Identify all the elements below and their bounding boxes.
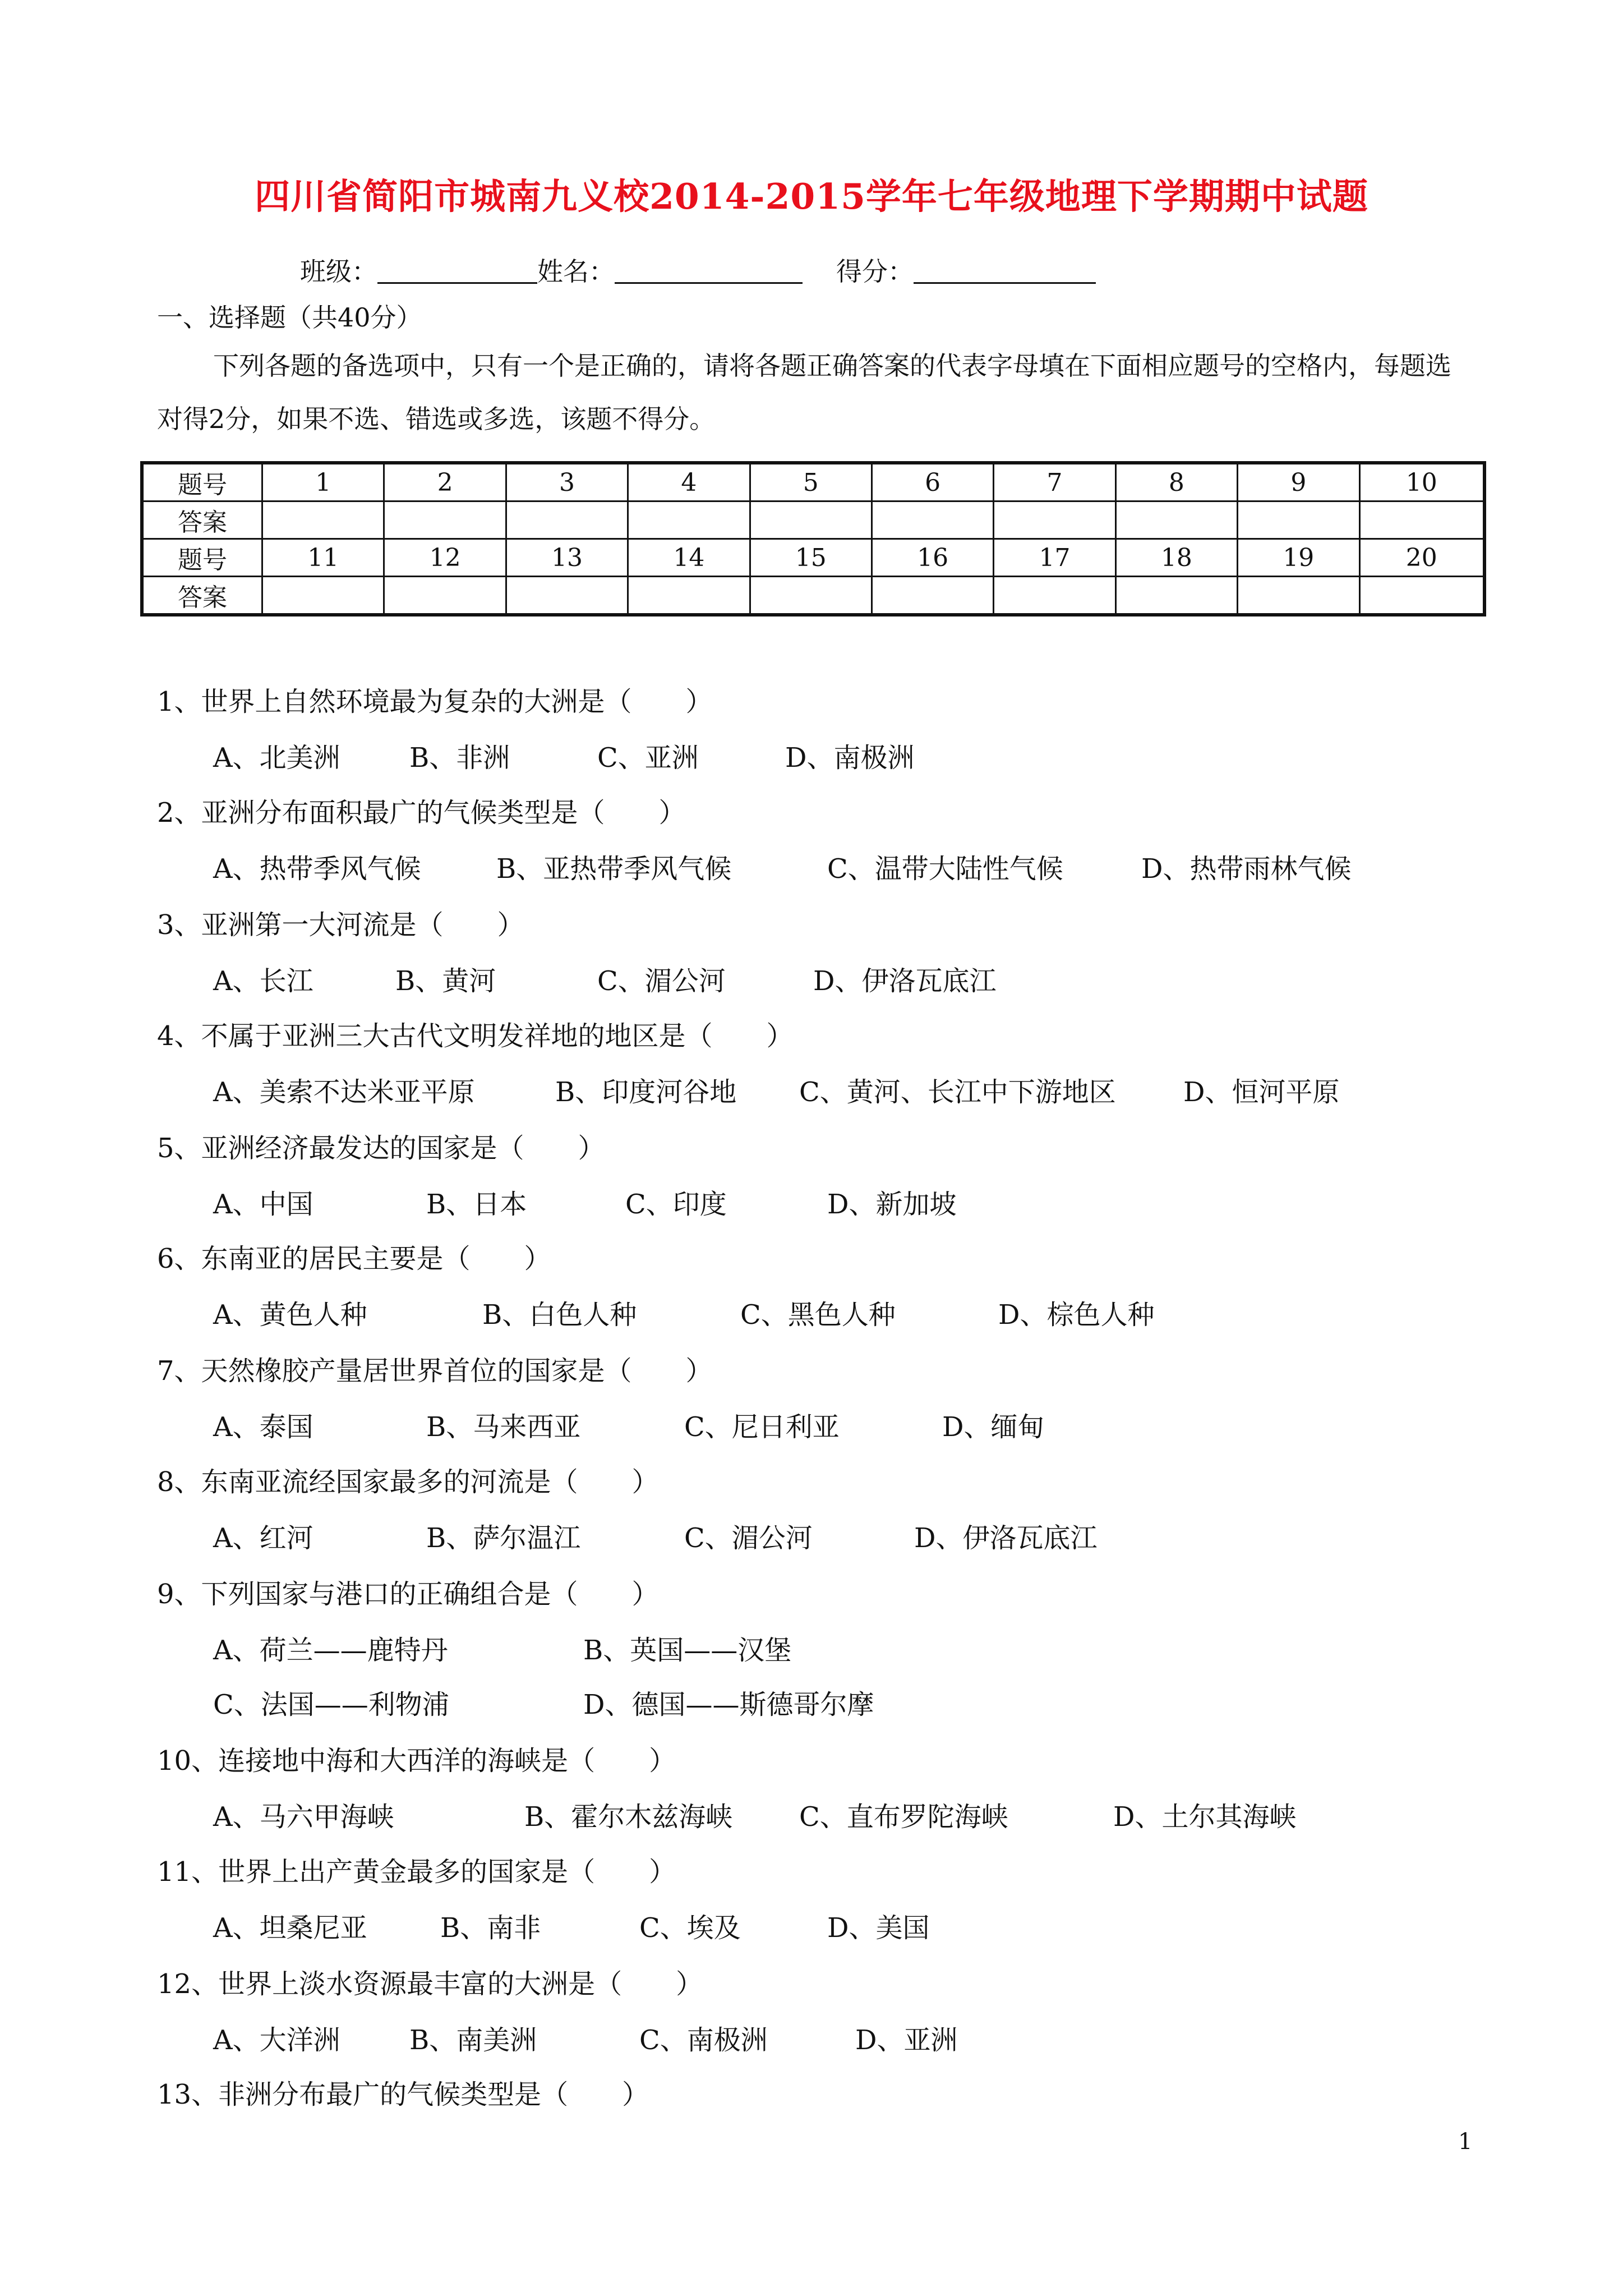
option-d: D、美国 xyxy=(827,1912,930,1944)
option-a: A、坦桑尼亚 xyxy=(213,1912,367,1944)
question-stem: 4、不属于亚洲三大古代文明发祥地的地区是（ ） xyxy=(157,1020,794,1052)
student-info-line xyxy=(300,251,1096,288)
option-c: C、黄河、长江中下游地区 xyxy=(799,1076,1116,1108)
option-a: A、中国 xyxy=(213,1189,313,1220)
answer-cell[interactable] xyxy=(750,501,872,539)
question-stem: 1、世界上自然环境最为复杂的大洲是（ ） xyxy=(157,686,713,717)
num-cell: 13 xyxy=(506,539,628,577)
answer-cell[interactable] xyxy=(506,577,628,615)
num-cell: 17 xyxy=(994,539,1115,577)
option-c: C、印度 xyxy=(625,1189,727,1220)
option-a: A、热带季风气候 xyxy=(213,853,421,885)
option-b: B、非洲 xyxy=(409,742,510,774)
answer-table-row xyxy=(142,539,1484,577)
answer-cell[interactable] xyxy=(628,501,750,539)
answer-cell[interactable] xyxy=(384,577,506,615)
question-stem: 13、非洲分布最广的气候类型是（ ） xyxy=(157,2079,649,2110)
option-d: D、恒河平原 xyxy=(1183,1076,1340,1108)
answer-table xyxy=(140,461,1486,616)
answer-table-row xyxy=(142,463,1484,501)
question-stem: 9、下列国家与港口的正确组合是（ ） xyxy=(157,1579,659,1610)
answer-cell[interactable] xyxy=(1238,577,1359,615)
question-stem: 2、亚洲分布面积最广的气候类型是（ ） xyxy=(157,797,686,829)
answer-table-row xyxy=(142,577,1484,615)
num-cell: 11 xyxy=(262,539,384,577)
num-cell: 1 xyxy=(262,463,384,501)
num-header-cell: 题号 xyxy=(142,463,262,501)
num-cell: 9 xyxy=(1238,463,1359,501)
question-stem: 6、东南亚的居民主要是（ ） xyxy=(157,1243,551,1274)
answer-cell[interactable] xyxy=(262,577,384,615)
option-c: C、尼日利亚 xyxy=(684,1411,840,1443)
num-cell: 2 xyxy=(384,463,506,501)
answer-cell[interactable] xyxy=(384,501,506,539)
answer-header-cell: 答案 xyxy=(142,501,262,539)
num-cell: 16 xyxy=(872,539,993,577)
answer-cell[interactable] xyxy=(994,577,1115,615)
option-d: D、缅甸 xyxy=(942,1411,1045,1443)
score-label: 得分： xyxy=(836,256,914,287)
question-stem: 5、亚洲经济最发达的国家是（ ） xyxy=(157,1133,605,1164)
option-d: D、新加坡 xyxy=(827,1189,957,1220)
num-cell: 4 xyxy=(628,463,750,501)
option-b: B、印度河谷地 xyxy=(555,1076,737,1108)
option-a: A、马六甲海峡 xyxy=(213,1801,394,1833)
answer-cell[interactable] xyxy=(994,501,1115,539)
option-b: B、英国——汉堡 xyxy=(583,1635,792,1666)
option-d: D、伊洛瓦底江 xyxy=(914,1522,1098,1554)
num-cell: 10 xyxy=(1359,463,1484,501)
option-c: C、埃及 xyxy=(639,1912,741,1944)
question-stem: 3、亚洲第一大河流是（ ） xyxy=(157,909,524,941)
num-cell: 18 xyxy=(1115,539,1237,577)
answer-cell[interactable] xyxy=(872,501,993,539)
section-heading: 一、选择题（共40分） xyxy=(157,302,422,333)
option-d: D、南极洲 xyxy=(785,742,915,774)
option-a: A、红河 xyxy=(213,1522,313,1554)
option-b: B、萨尔温江 xyxy=(426,1522,581,1554)
num-cell: 3 xyxy=(506,463,628,501)
option-a: A、美索不达米亚平原 xyxy=(213,1076,475,1108)
answer-cell[interactable] xyxy=(1115,501,1237,539)
question-stem: 10、连接地中海和大西洋的海峡是（ ） xyxy=(157,1745,676,1777)
num-cell: 7 xyxy=(994,463,1115,501)
page-number: 1 xyxy=(1458,2129,1473,2155)
num-cell: 5 xyxy=(750,463,872,501)
class-label: 班级： xyxy=(300,256,377,287)
num-cell: 19 xyxy=(1238,539,1359,577)
answer-header-cell: 答案 xyxy=(142,577,262,615)
option-d: D、亚洲 xyxy=(855,2024,958,2056)
option-d: D、德国——斯德哥尔摩 xyxy=(583,1689,874,1720)
option-c: C、直布罗陀海峡 xyxy=(799,1801,1008,1833)
section-instructions: 下列各题的备选项中，只有一个是正确的，请将各题正确答案的代表字母填在下面相应题号的空格内，每题选对得2分，如果不选、错选或多选，该题不得分。 xyxy=(157,351,1451,434)
option-a: A、大洋洲 xyxy=(213,2024,340,2056)
name-label: 姓名： xyxy=(537,256,615,287)
option-c: C、南极洲 xyxy=(639,2024,768,2056)
option-c: C、温带大陆性气候 xyxy=(827,853,1063,885)
answer-cell[interactable] xyxy=(872,577,993,615)
question-stem: 8、东南亚流经国家最多的河流是（ ） xyxy=(157,1466,659,1498)
answer-cell[interactable] xyxy=(1115,577,1237,615)
num-cell: 14 xyxy=(628,539,750,577)
option-d: D、土尔其海峡 xyxy=(1113,1801,1297,1833)
option-b: B、马来西亚 xyxy=(426,1411,581,1443)
option-d: D、伊洛瓦底江 xyxy=(813,965,997,997)
option-b: B、黄河 xyxy=(395,965,496,997)
answer-table-row xyxy=(142,501,1484,539)
option-c: C、湄公河 xyxy=(597,965,726,997)
class-blank xyxy=(377,257,537,284)
option-b: B、白色人种 xyxy=(482,1299,637,1331)
option-a: A、泰国 xyxy=(213,1411,313,1443)
option-c: C、湄公河 xyxy=(684,1522,813,1554)
option-b: B、日本 xyxy=(426,1189,527,1220)
answer-cell[interactable] xyxy=(262,501,384,539)
option-a: A、北美洲 xyxy=(213,742,340,774)
num-cell: 6 xyxy=(872,463,993,501)
option-c: C、法国——利物浦 xyxy=(213,1689,449,1720)
option-b: B、霍尔木兹海峡 xyxy=(524,1801,733,1833)
num-cell: 20 xyxy=(1359,539,1484,577)
question-stem: 11、世界上出产黄金最多的国家是（ ） xyxy=(157,1856,676,1888)
option-b: B、南美洲 xyxy=(409,2024,537,2056)
option-c: C、亚洲 xyxy=(597,742,699,774)
answer-cell[interactable] xyxy=(506,501,628,539)
answer-cell[interactable] xyxy=(1238,501,1359,539)
answer-cell[interactable] xyxy=(1359,577,1484,615)
num-cell: 15 xyxy=(750,539,872,577)
option-a: A、长江 xyxy=(213,965,313,997)
answer-cell[interactable] xyxy=(1359,501,1484,539)
option-b: B、南非 xyxy=(440,1912,541,1944)
option-c: C、黑色人种 xyxy=(740,1299,896,1331)
num-cell: 12 xyxy=(384,539,506,577)
answer-cell[interactable] xyxy=(750,577,872,615)
option-d: D、棕色人种 xyxy=(998,1299,1155,1331)
question-stem: 12、世界上淡水资源最丰富的大洲是（ ） xyxy=(157,1968,703,2000)
option-a: A、荷兰——鹿特丹 xyxy=(213,1635,448,1666)
question-stem: 7、天然橡胶产量居世界首位的国家是（ ） xyxy=(157,1355,713,1387)
num-header-cell: 题号 xyxy=(142,539,262,577)
document-title: 四川省简阳市城南九义校2014-2015学年七年级地理下学期期中试题 xyxy=(255,176,1368,217)
option-a: A、黄色人种 xyxy=(213,1299,367,1331)
num-cell: 8 xyxy=(1115,463,1237,501)
answer-cell[interactable] xyxy=(628,577,750,615)
name-blank xyxy=(615,257,803,284)
score-blank xyxy=(914,257,1096,284)
option-d: D、热带雨林气候 xyxy=(1141,853,1352,885)
option-b: B、亚热带季风气候 xyxy=(496,853,732,885)
